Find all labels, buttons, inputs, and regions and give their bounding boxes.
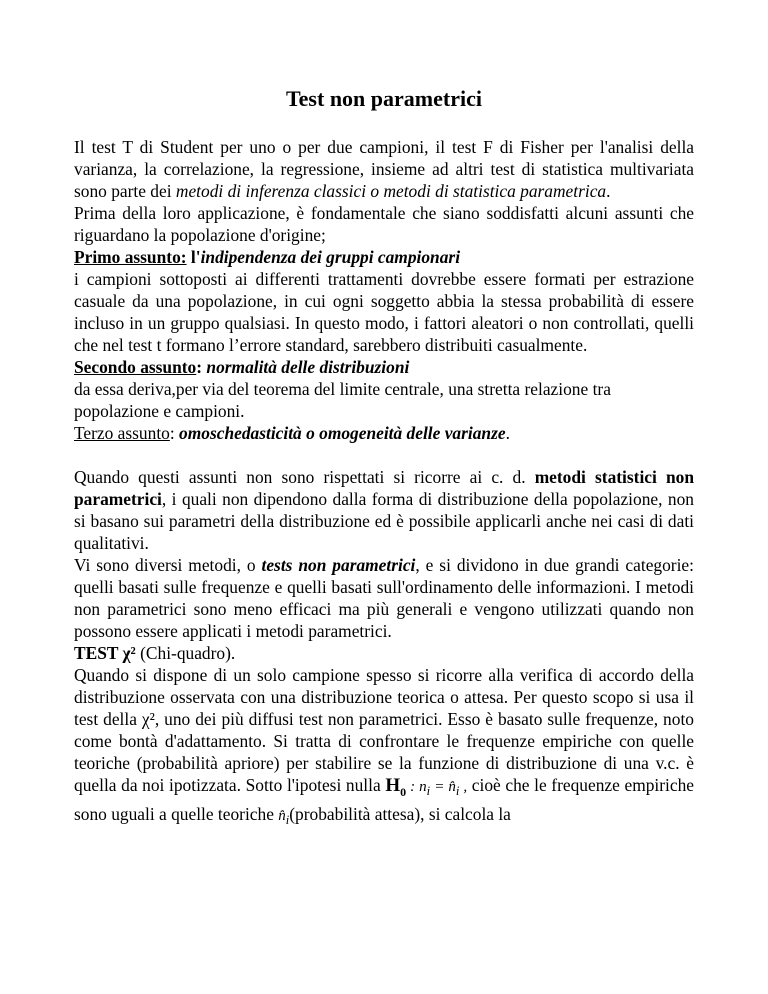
assunto-secondo-label: Secondo assunto [74,357,197,377]
formula-sub-i: i [426,784,431,798]
assunto-secondo-title: normalità delle distribuzioni [206,357,410,377]
h0-symbol [385,775,407,799]
metodi-bi: tests non parametrici [261,555,416,575]
assunto-terzo-sep: : [169,423,180,443]
formula-n: : n [406,779,427,795]
assunto-terzo-heading [74,422,694,444]
nhat-sub: i [285,812,290,827]
intro-end: . [606,181,611,201]
paragraph-metodi [74,554,694,642]
nhat-letter: n̂ [278,807,286,824]
formula-end: , [459,779,468,795]
h0-letter: H [385,775,401,796]
assunto-primo-text: i campioni sottoposti ai differenti trattamenti dovrebbe essere formati per estrazione casuale da una popolazione, in cui ogni soggetto abbia la stessa probabilità di essere incluso in un gruppo qualsiasi. In questo modo, i fattori aleatori o non controllati, quelli che nel test t formano l’errore standard, sarebbero distribuiti casualmente. [74,269,694,355]
formula-sub-i2: i [455,784,460,798]
assunto-terzo-title: omoschedasticità o omogeneità delle varianze [179,423,506,443]
nhat-symbol [278,807,290,827]
intro-italic: metodi di inferenza classici o metodi di statistica parametrica [175,181,607,201]
assunto-secondo-heading [74,356,694,378]
paragraph-intro [74,136,694,202]
chi-tail: (probabilità attesa), si calcola la [289,803,511,824]
test-chi-label: TEST χ² [74,643,136,663]
assunto-secondo-text: da essa deriva,per via del teorema del limite centrale, una stretta relazione tra popolazione e campioni. [74,379,611,421]
intro-text: Il test T di Student per uno o per due campioni, il test F di Fisher per l'analisi della varianza, la correlazione, la regressione, insieme ad altri test di statistica multivariata sono parte dei [74,137,694,201]
document-body [74,136,694,831]
assunto-terzo-end: . [505,423,510,443]
chi-symbol: χ² [141,709,155,729]
assunto-primo-lead: l' [186,247,201,267]
null-hypothesis-formula [406,779,468,798]
paragraph-non-parametrici [74,466,694,554]
paragraph-gap [74,444,694,466]
assunto-terzo-label: Terzo assunto [74,423,170,443]
formula-nhat: = n̂ [430,779,456,795]
assunto-primo-label: Primo assunto: [74,247,187,267]
chi-mid: , uno dei più diffusi test non parametrici. Esso è basato sulle frequenze, noto come bontà d'adattamento. Si tratta di confrontare le frequenze empiriche con quelle teoriche (probabilità apriore) per stabilire se la funzione di distribuzione di una v.c. è quella da noi ipotizzata. Sotto l'ipotesi nulla [74,709,694,795]
paragraph-assunti: Prima della loro applicazione, è fondamentale che siano soddisfatti alcuni assunti che riguardano la popolazione d'origine; [74,203,694,245]
np-post: , i quali non dipendono dalla forma di distribuzione della popolazione, non si basano sui parametri della distribuzione ed è possibile applicarli anche nei casi di dati qualitativi. [74,489,694,553]
page-title: Test non parametrici [286,86,482,111]
h0-sub: 0 [400,784,407,799]
assunto-primo-title: indipendenza dei gruppi campionari [200,247,461,267]
assunto-primo-heading [74,246,694,268]
np-bold: metodi statistici non parametrici [74,467,694,509]
test-chi-heading [74,642,694,664]
paragraph-chi-quadro [74,664,694,831]
metodi-post: , e si dividono in due grandi categorie: quelli basati sulle frequenze e quelli basati sull'ordinamento delle informazioni. I metodi non parametrici sono meno efficaci ma più generali e vengono utilizzati quando non possono essere applicati i metodi parametrici. [74,555,694,641]
test-chi-text: (Chi-quadro). [135,643,236,663]
chi-post: cioè che le frequenze empiriche sono uguali a quelle teoriche [74,775,695,824]
np-pre: Quando questi assunti non sono rispettati si ricorre ai c. d. [74,467,535,487]
assunto-secondo-sep: : [196,357,207,377]
metodi-pre: Vi sono diversi metodi, o [74,555,262,575]
chi-pre: Quando si dispone di un solo campione spesso si ricorre alla verifica di accordo della distribuzione osservata con una distribuzione teorica o attesa. Per questo scopo si usa il test della [74,665,694,729]
